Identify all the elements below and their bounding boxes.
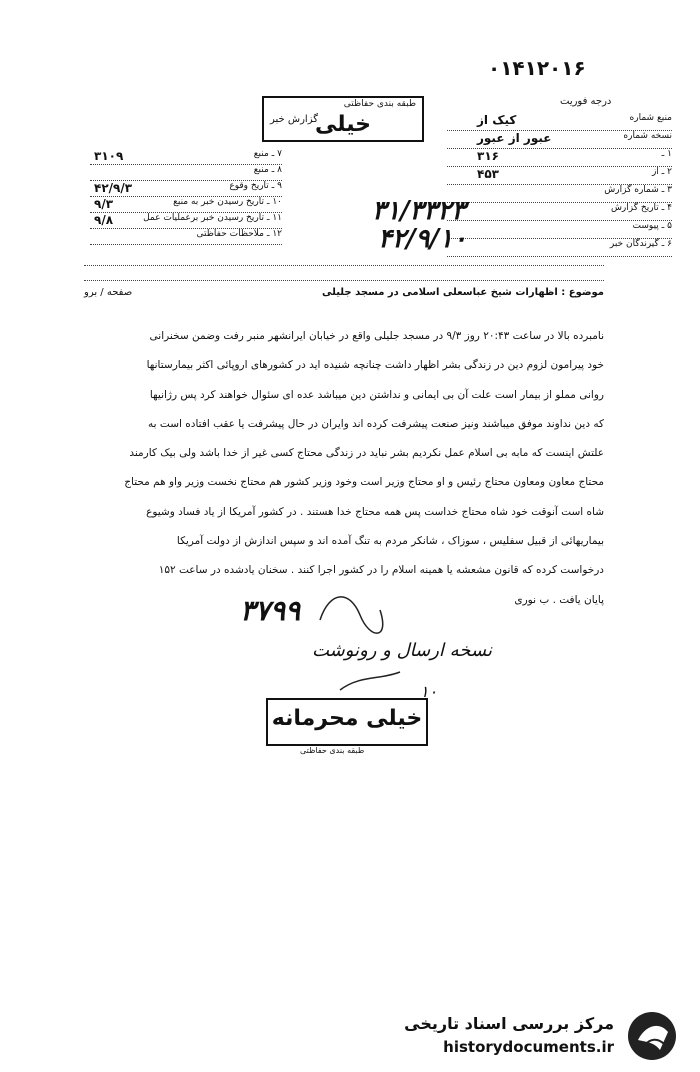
form-right-row xyxy=(447,239,672,257)
stamp-classification: خیلی xyxy=(314,112,372,137)
form-right-row xyxy=(447,185,672,203)
field-value: عبور از عبور xyxy=(477,131,552,145)
footer-watermark xyxy=(402,1010,682,1060)
handwritten-reference: ۳۷۹۹ xyxy=(240,594,301,627)
bottom-classification-stamp xyxy=(266,698,428,746)
form-right-row xyxy=(447,221,672,239)
stamp-line2: گزارش خبر xyxy=(270,114,318,125)
body-line: خود پیرامون لزوم دین در زندگی بشر اظهار داشت چنانچه شنیده اید در کشورهای اروپائی اکثر بیمارستانها xyxy=(146,359,604,372)
field-label: ۶ ـ گیرندگان خبر xyxy=(609,239,672,249)
field-label: ۱ ـ xyxy=(661,149,672,159)
divider xyxy=(84,265,604,266)
form-right-row xyxy=(447,203,672,221)
subject-row xyxy=(84,287,604,305)
form-left-row xyxy=(90,181,282,197)
form-right-row xyxy=(447,131,672,149)
form-left-row xyxy=(90,197,282,213)
field-label: ۷ ـ منبع xyxy=(253,149,282,159)
subject-text: اظهارات شیخ عباسعلی اسلامی در مسجد جلیلی xyxy=(322,287,558,298)
form-left-row xyxy=(90,165,282,181)
field-label: ۲ ـ از xyxy=(651,167,672,177)
handwritten-scribble xyxy=(300,580,420,700)
body-line: محتاج معاون ومعاون محتاج رئیس و او محتاج وزیر است وخود وزیر کشور هم محتاج نخست وزیر واو هم محتاج xyxy=(124,476,604,489)
field-label: ۸ ـ منبع xyxy=(253,165,282,175)
priority-label: درجه فوریت xyxy=(560,96,612,107)
field-value: کیک از xyxy=(477,113,517,127)
stamp-line1: طبقه بندی حفاظتی xyxy=(343,99,416,109)
subject xyxy=(322,287,604,298)
body-line: که دین نداوند موفق میباشند ونیز صنعت پیشرفت کرده اند وایران در حال پیشرفت یا عقب افتاده است به xyxy=(148,417,604,430)
subject-label: موضوع : xyxy=(561,287,604,298)
page-label: صفحه / برو xyxy=(84,287,133,298)
report-body xyxy=(84,322,604,615)
form-left-row xyxy=(90,149,282,165)
stamp-classification: خیلی محرمانه xyxy=(271,706,423,731)
field-label: ۵ ـ پیوست xyxy=(632,221,672,231)
field-label: ۱۱ ـ تاریخ رسیدن خبر برعملیات عمل xyxy=(143,213,282,223)
stamp-subtitle: طبقه بندی حفاظتی xyxy=(300,746,365,755)
form-left-row xyxy=(90,229,282,245)
field-value: ۳۱۰۹ xyxy=(94,149,124,163)
field-label: ۳ ـ شماره گزارش xyxy=(604,185,672,195)
field-value: ۳۱۶ xyxy=(477,149,499,163)
form-right xyxy=(447,113,672,257)
body-line: پایان یافت . ب نوری xyxy=(514,593,604,606)
field-value: ۴۲/۹/۳ xyxy=(94,181,133,195)
body-line: شاه است آنوقت خود شاه محتاج خداست پس همه محتاج خدا هستند . در کشور آمریکا از یاد فساد وشیوع xyxy=(146,505,604,518)
form-right-row xyxy=(447,149,672,167)
footer-site: historydocuments.ir xyxy=(443,1038,614,1056)
field-value: ۹/۸ xyxy=(94,213,114,227)
field-label: ۴ ـ تاریخ گزارش xyxy=(610,203,672,213)
handwritten-number-2: ۴۲/۹/۱۰ xyxy=(378,224,467,254)
archive-logo-icon xyxy=(626,1010,678,1062)
form-right-row xyxy=(447,113,672,131)
form-left xyxy=(90,149,282,245)
body-line: درخواست کرده که قانون مشعشه یا همینه اسلام را در کشور اجرا کنند . سخنان یادشده در ساعت ۱۵۲ xyxy=(158,564,604,577)
divider xyxy=(84,280,604,281)
field-label: ۱۰ ـ تاریخ رسیدن خبر به منبع xyxy=(173,197,282,207)
field-value: ۹/۳ xyxy=(94,197,114,211)
top-classification-stamp xyxy=(262,96,424,142)
field-label: ۹ ـ تاریخ وقوع xyxy=(229,181,282,191)
field-label: نسخه شماره xyxy=(623,131,672,141)
field-label: منبع شماره xyxy=(629,113,672,123)
field-value: ۴۵۳ xyxy=(477,167,499,181)
field-label: ۱۲ ـ ملاحظات حفاظتی xyxy=(196,229,282,239)
handwritten-number-1: ۳۱/۳۳۲۳ xyxy=(372,196,466,226)
body-line: علتش اینست که مابه بی اسلام عمل نکردیم بشر نباید در زندگی محتاج کسی غیر از خدا باشد ولی بیک کارمند xyxy=(129,447,604,460)
handwritten-note: نسخه ارسال و رونوشت xyxy=(312,640,492,661)
body-line: بیماریهائی از قبیل سفلیس ، سوزاک ، شانکر مردم به تنگ آمده اند و سپس اندازش از دولت آمریکا xyxy=(176,535,604,548)
body-line: روانی مملو از بیمار است علت آن بی ایمانی و نداشتن دین میباشد عده ای سئوال خواهند کرد پس رژانیها xyxy=(149,388,604,401)
form-right-row xyxy=(447,167,672,185)
body-line: نامبرده بالا در ساعت ۲۰:۴۳ روز ۹/۳ در مسجد جلیلی واقع در خیابان ایرانشهر منبر رفت وضمن سخنرانی xyxy=(149,330,604,342)
footer-org: مرکز بررسی اسناد تاریخی xyxy=(404,1014,614,1033)
handwritten-number-3: ۱۰ xyxy=(420,682,438,701)
document-number: ۰۱۴۱۲۰۱۶ xyxy=(488,56,586,80)
form-left-row xyxy=(90,213,282,229)
